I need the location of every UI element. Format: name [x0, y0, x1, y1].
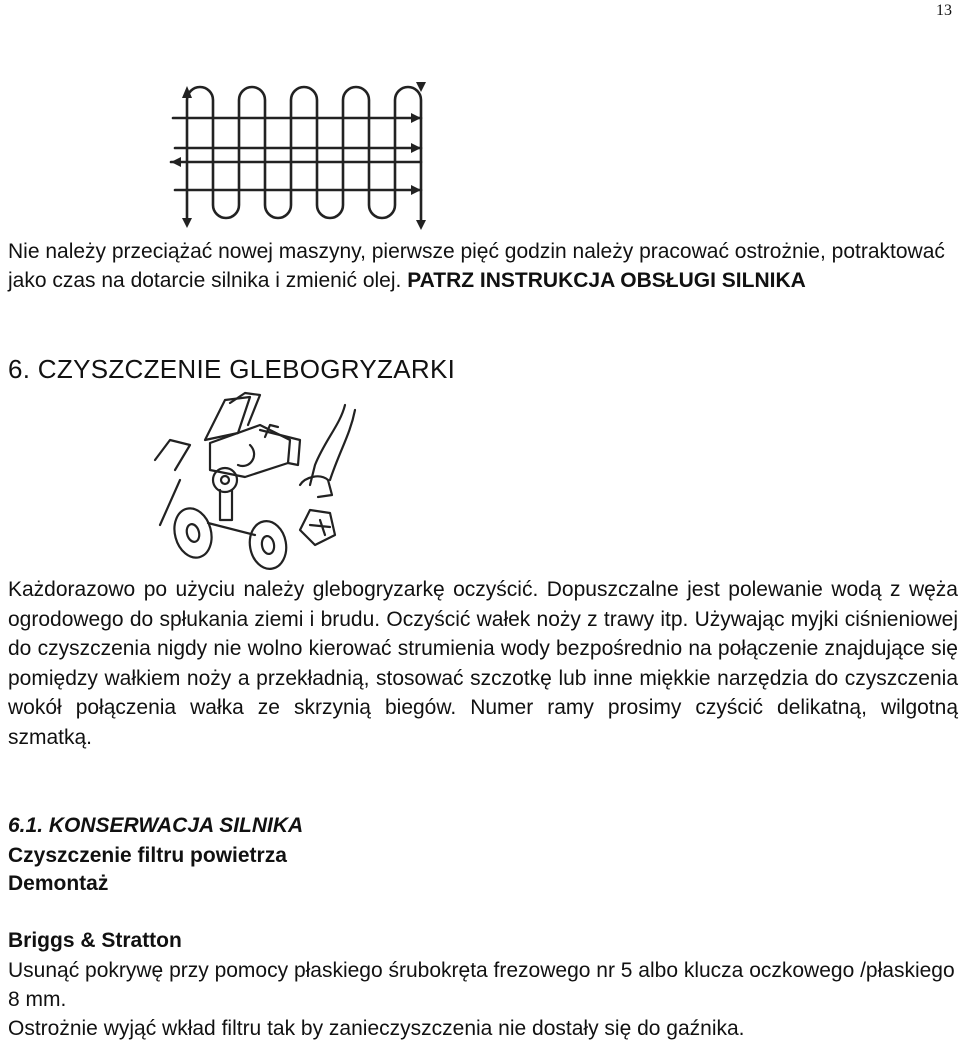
cleaning-paragraph: Każdorazowo po użyciu należy glebogryzarkę oczyścić. Dopuszczalne jest polewanie wodą z węża ogrodowego do spłukania ziemi i brudu. Oczyścić wałek noży z trawy itp. Używając myjki ciśnieniowej do czyszczenia nigdy nie wolno kierować strumienia wody bezpośrednio na połączenie znajdujące się pomiędzy wałkiem noży a przekładnią, stosować szczotkę lub inne miękkie narzędzia do czyszczenia wokół połączenia wałka ze skrzynią biegów. Numer ramy prosimy czyścić delikatną, wilgotną szmatką. — [8, 578, 958, 749]
arrow-down-icon — [182, 218, 192, 228]
arrow-right-icon — [411, 113, 421, 123]
arrow-down-icon — [416, 220, 426, 230]
brand-heading: Briggs & Stratton — [8, 929, 182, 952]
arrow-left-icon — [171, 157, 181, 167]
section-6-1-heading: 6.1. KONSERWACJA SILNIKA — [8, 814, 304, 837]
step-remove-cover: Usunąć pokrywę przy pomocy płaskiego śrubokręta frezowego nr 5 albo klucza oczkowego /płaskiego 8 mm. — [8, 959, 955, 1011]
intro-paragraph — [8, 237, 958, 295]
tilling-pattern-figure — [165, 70, 445, 235]
disassembly-heading: Demontaż — [8, 872, 109, 895]
engine-manual-note: PATRZ INSTRUKCJA OBSŁUGI SILNIKA — [407, 269, 806, 292]
section-6-heading: 6. CZYSZCZENIE GLEBOGRYZARKI — [8, 354, 456, 384]
serpentine-path — [187, 87, 421, 220]
page-number: 13 — [936, 2, 952, 19]
intro-text: Nie należy przeciążać nowej maszyny, pierwsze pięć godzin należy pracować ostrożnie, potraktować jako czas na dotarcie silnika i zmienić olej. — [8, 240, 945, 292]
air-filter-heading: Czyszczenie filtru powietrza — [8, 844, 287, 867]
arrow-right-icon — [411, 185, 421, 195]
cleaning-illustration — [150, 385, 360, 575]
step-remove-filter: Ostrożnie wyjąć wkład filtru tak by zanieczyszczenia nie dostały się do gaźnika. — [8, 1017, 745, 1040]
arrow-right-icon — [411, 143, 421, 153]
